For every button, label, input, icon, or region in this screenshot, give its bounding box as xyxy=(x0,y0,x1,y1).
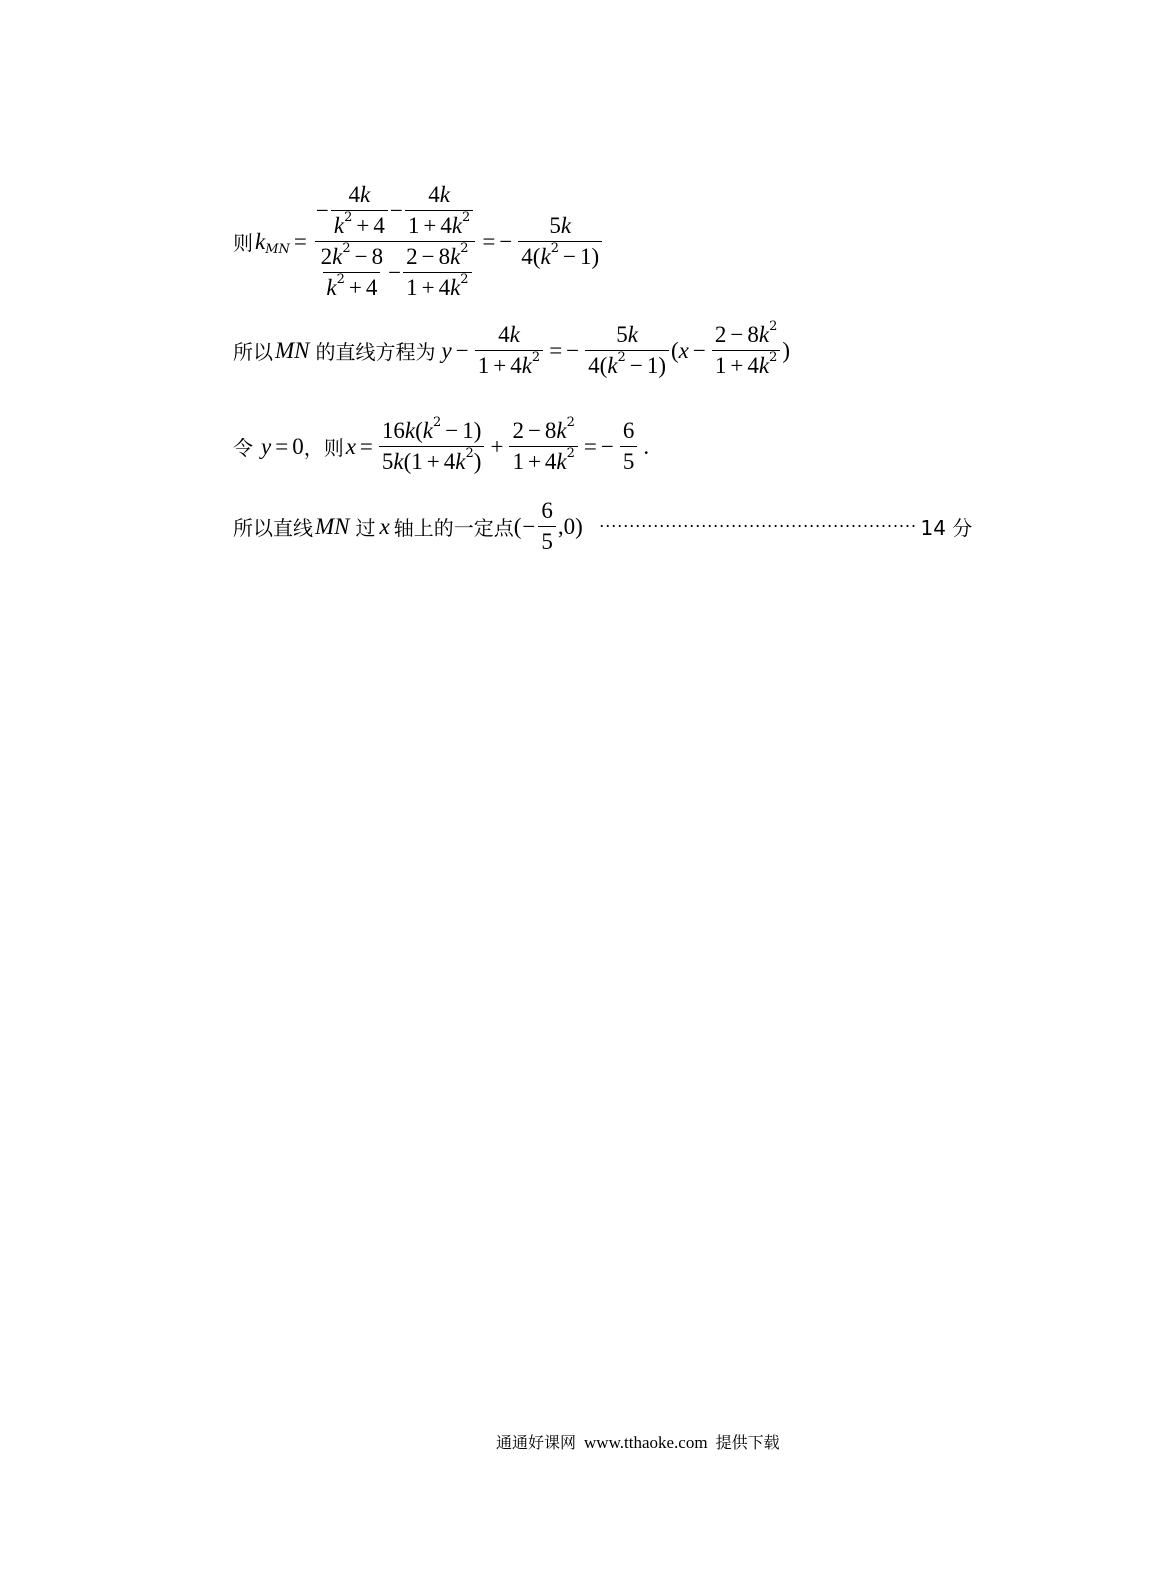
footer-action: 提供下载 xyxy=(715,1433,780,1452)
var-k: k xyxy=(255,228,266,254)
equation-line-mn: 所以 MN 的直线方程为 y − 4 k 1 + 4 k 2 = − 5 k 4( k 2 − 1) ( x − 2 − 8 k 2 1 + 4 k 2 ) xyxy=(233,318,791,378)
text-suoyi-zhixian: 所以直线 xyxy=(233,516,313,540)
text-axis-point: 轴上的一定点 xyxy=(393,516,514,540)
score-label: 14 分 xyxy=(920,516,973,540)
text-then: 则 xyxy=(323,436,344,460)
text-guo: 过 xyxy=(355,516,376,540)
footer-url: www.tthaoke.com xyxy=(584,1433,708,1452)
var-x: x xyxy=(379,513,390,539)
conclusion-fixed-point: 所以直线 MN 过 x 轴上的一定点 ( − $\frac{6}{5}$ ,0) ····················································· 14 分 xyxy=(233,498,973,554)
text-comma: ， xyxy=(303,436,324,460)
footer xyxy=(496,1430,780,1453)
equation-slope: 则 k MN = − 4 k k 2 + 4 − 4 k 1 + 4 k 2 2 k 2 − 8 k 2 + 4 − 2 − 8 k 2 1 + 4 k 2 = − 5 k 4( k 2 − 1) xyxy=(233,182,604,301)
label-mn-2: MN xyxy=(315,513,350,539)
text-ling: 令 xyxy=(233,436,253,460)
equation-let-y-zero: 令 y = 0 ， 则 x = 16 k ( k 2 − 1) 5 k (1 + 4 k 2 ) + 2 − 8 k 2 1 + 4 k 2 = − $\frac{6}{5}$ . xyxy=(233,414,650,474)
leader-dots: ····················································· xyxy=(598,516,917,536)
text-line-equation: 的直线方程为 xyxy=(315,340,436,364)
complex-fraction: − 4 k k 2 + 4 − 4 k 1 + 4 k 2 2 k 2 − 8 k 2 + 4 − 2 − 8 k 2 1 + 4 k 2 xyxy=(313,182,476,301)
text-ze: 则 xyxy=(233,231,253,255)
label-mn: MN xyxy=(275,337,310,363)
text-suoyi: 所以 xyxy=(233,340,273,364)
footer-site: 通通好课网 xyxy=(496,1433,577,1452)
subscript-mn: MN xyxy=(265,242,290,257)
